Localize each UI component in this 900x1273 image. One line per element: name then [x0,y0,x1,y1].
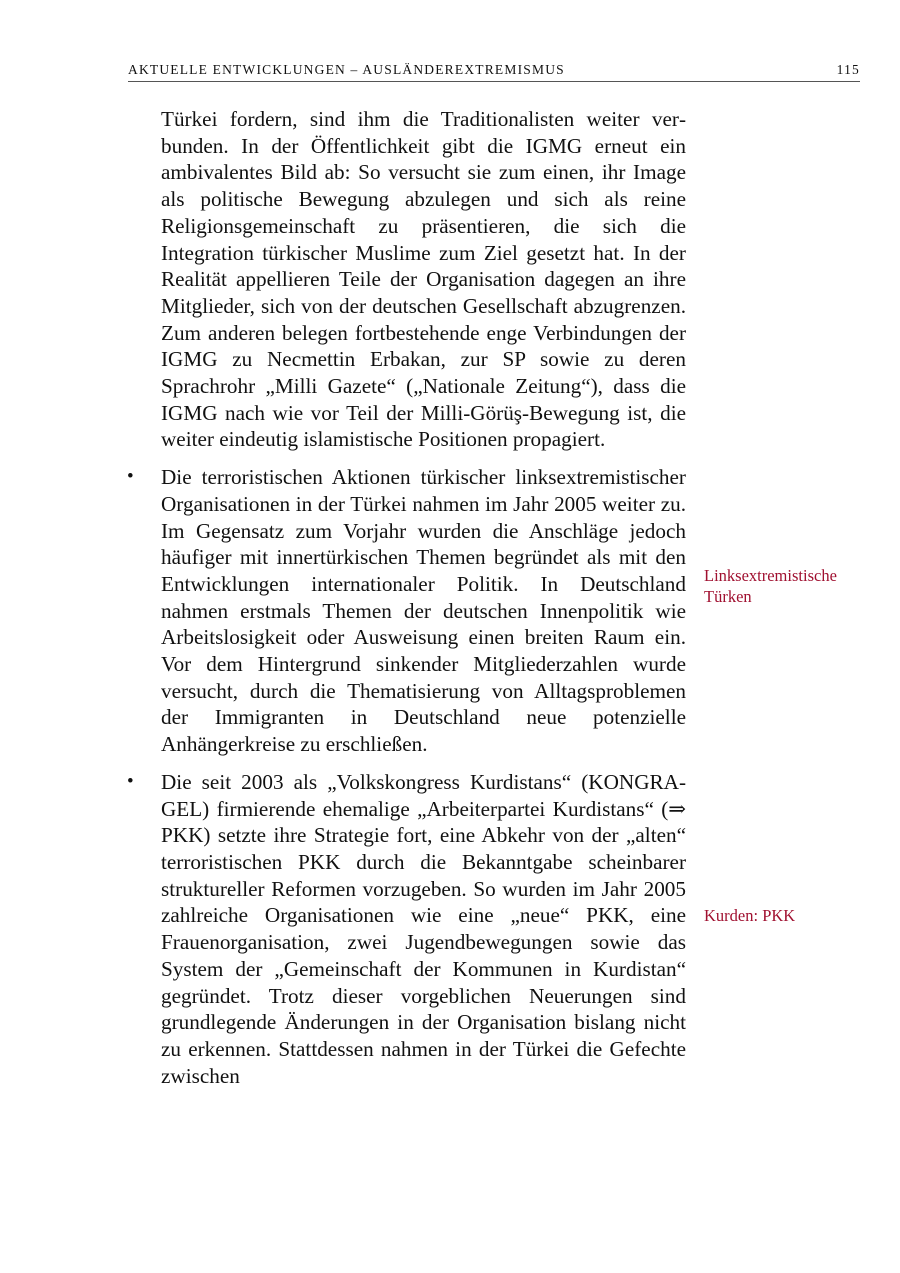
bullet-item-pkk [127,769,686,1089]
continuation-paragraph: Türkei fordern, sind ihm die Traditionalisten weiter verbunden. In der Öffentlichkeit gibt die IGMG erneut ein ambivalentes Bild ab: So versucht sie zum einen, ihr Image als politische Bewegung abzulegen und sich als reine Religionsgemeinschaft zu präsentieren, die sich die Integration türkischer Muslime zum Ziel gesetzt hat. In der Realität appellieren Teile der Organisation dagegen an ihre Mitglieder, sich von der deutschen Gesellschaft abzugrenzen. Zum anderen belegen fortbestehende enge Verbindungen der IGMG zu Necmettin Erbakan, zur SP sowie zu deren Sprachrohr „Milli Gazete“ („Nationale Zeitung“), dass die IGMG nach wie vor Teil der Milli-Görüş-Bewegung ist, die weiter eindeutig islamistische Positionen propagiert. [161,107,686,452]
bullet-text: Die seit 2003 als „Volkskongress Kurdistans“ (KONGRA-GEL) firmierende ehemalige „Arbeiterpartei Kurdistans“ (⇒ PKK) setzte ihre Strategie fort, eine Abkehr von der „alten“ terroristischen PKK durch die Bekanntgabe scheinbarer struktureller Reformen vorzugeben. So wurden im Jahr 2005 zahlreiche Organisationen wie eine „neue“ PKK, eine Frauenorganisation, zwei Jugendbewegungen sowie das System der „Gemeinschaft der Kommunen in Kurdistan“ gegründet. Trotz dieser vorgeblichen Neuerungen sind grundlegende Änderungen in der Organisation bislang nicht zu erkennen. Stattdessen nahmen in der Türkei die Gefechte zwischen [161,769,686,1088]
main-text-column [127,106,686,1089]
running-title: AKTUELLE ENTWICKLUNGEN – AUSLÄNDEREXTREMISMUS [128,62,565,77]
running-header [128,62,860,82]
bullet-marker: • [127,466,134,488]
margin-note-pkk: Kurden: PKK [704,906,796,925]
bullet-text: Die terroristischen Aktionen türkischer linksextremistischer Organisationen in der Türkei nahmen im Jahr 2005 weiter zu. Im Gegensatz zum Vorjahr wurden die Anschläge jedoch häufiger mit innertürkischen Themen begründet als mit den Entwicklungen internationaler Politik. In Deutschland nahmen erstmals Themen der deutschen Innenpolitik wie Arbeitslosigkeit oder Ausweisung einen breiten Raum ein. Vor dem Hintergrund sinkender Mitgliederzahlen wurde versucht, durch die Thematisierung von Alltagsproblemen der Immigranten in Deutschland neue potenzielle Anhängerkreise zu erschließen. [161,465,686,757]
margin-note-left-extremist-turks: Linksextremistische Türken [704,566,837,606]
bullet-item-left-extremist-turks [127,464,686,758]
page-number: 115 [836,62,860,77]
bullet-marker: • [127,770,134,792]
